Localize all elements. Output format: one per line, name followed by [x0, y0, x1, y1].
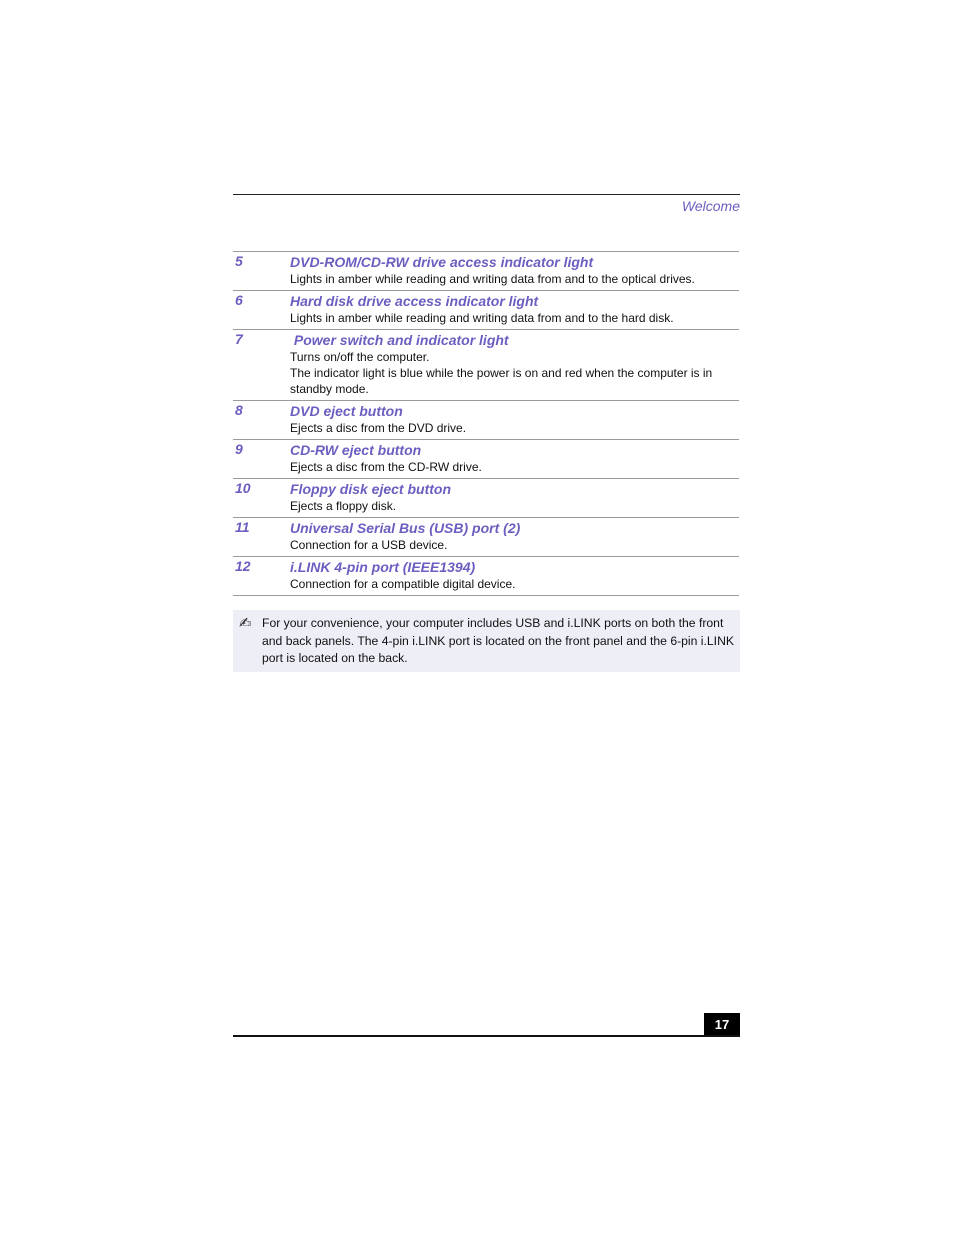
- item-description-line: Lights in amber while reading and writing data from and to the hard disk.: [290, 311, 674, 325]
- item-description: [290, 537, 739, 553]
- item-number: 10: [235, 480, 251, 496]
- list-item: [233, 401, 739, 440]
- page-number: 17: [704, 1013, 740, 1036]
- item-number: 12: [235, 558, 251, 574]
- item-description: [290, 349, 739, 397]
- item-number: 11: [235, 519, 250, 535]
- footer-rule: [233, 1035, 740, 1037]
- pencil-note-icon: ✍: [239, 615, 252, 632]
- header-rule: [233, 194, 740, 195]
- item-description-line: Lights in amber while reading and writing data from and to the optical drives.: [290, 272, 695, 286]
- note-text: For your convenience, your computer includes USB and i.LINK ports on both the front and back panels. The 4-pin i.LINK port is located on the front panel and the 6-pin i.LINK port is located on the back.: [262, 616, 734, 665]
- item-description: [290, 576, 739, 592]
- component-list: [233, 251, 739, 596]
- item-title: Universal Serial Bus (USB) port (2): [290, 520, 521, 536]
- item-description: [290, 271, 739, 287]
- item-description: [290, 310, 739, 326]
- item-title: i.LINK 4-pin port (IEEE1394): [290, 559, 476, 575]
- list-item: [233, 518, 739, 557]
- item-description-line: Ejects a floppy disk.: [290, 499, 397, 513]
- item-title: CD-RW eject button: [290, 442, 422, 458]
- item-description-line: Ejects a disc from the DVD drive.: [290, 421, 467, 435]
- item-number: 7: [235, 331, 243, 347]
- item-description-line: The indicator light is blue while the power is on and red when the computer is in standby mode.: [290, 366, 713, 396]
- list-item: [233, 330, 739, 401]
- item-number: 8: [235, 402, 243, 418]
- list-item: [233, 252, 739, 291]
- section-title: Welcome: [681, 198, 740, 214]
- item-description-line: Connection for a USB device.: [290, 538, 448, 552]
- item-description: [290, 498, 739, 514]
- item-title: DVD eject button: [290, 403, 403, 419]
- item-number: 5: [235, 253, 243, 269]
- list-item: [233, 440, 739, 479]
- item-description-line: Ejects a disc from the CD-RW drive.: [290, 460, 482, 474]
- item-description-line: Connection for a compatible digital device.: [290, 577, 516, 591]
- note-box: [233, 610, 740, 672]
- item-title: Floppy disk eject button: [290, 481, 452, 497]
- item-description-line: Turns on/off the computer.: [290, 350, 430, 364]
- list-item: [233, 557, 739, 596]
- list-item: [233, 479, 739, 518]
- item-title: Power switch and indicator light: [290, 332, 509, 348]
- item-title: DVD-ROM/CD-RW drive access indicator light: [290, 254, 594, 270]
- item-number: 9: [235, 441, 243, 457]
- item-title: Hard disk drive access indicator light: [290, 293, 539, 309]
- item-description: [290, 459, 739, 475]
- list-item: [233, 291, 739, 330]
- item-number: 6: [235, 292, 243, 308]
- item-description: [290, 420, 739, 436]
